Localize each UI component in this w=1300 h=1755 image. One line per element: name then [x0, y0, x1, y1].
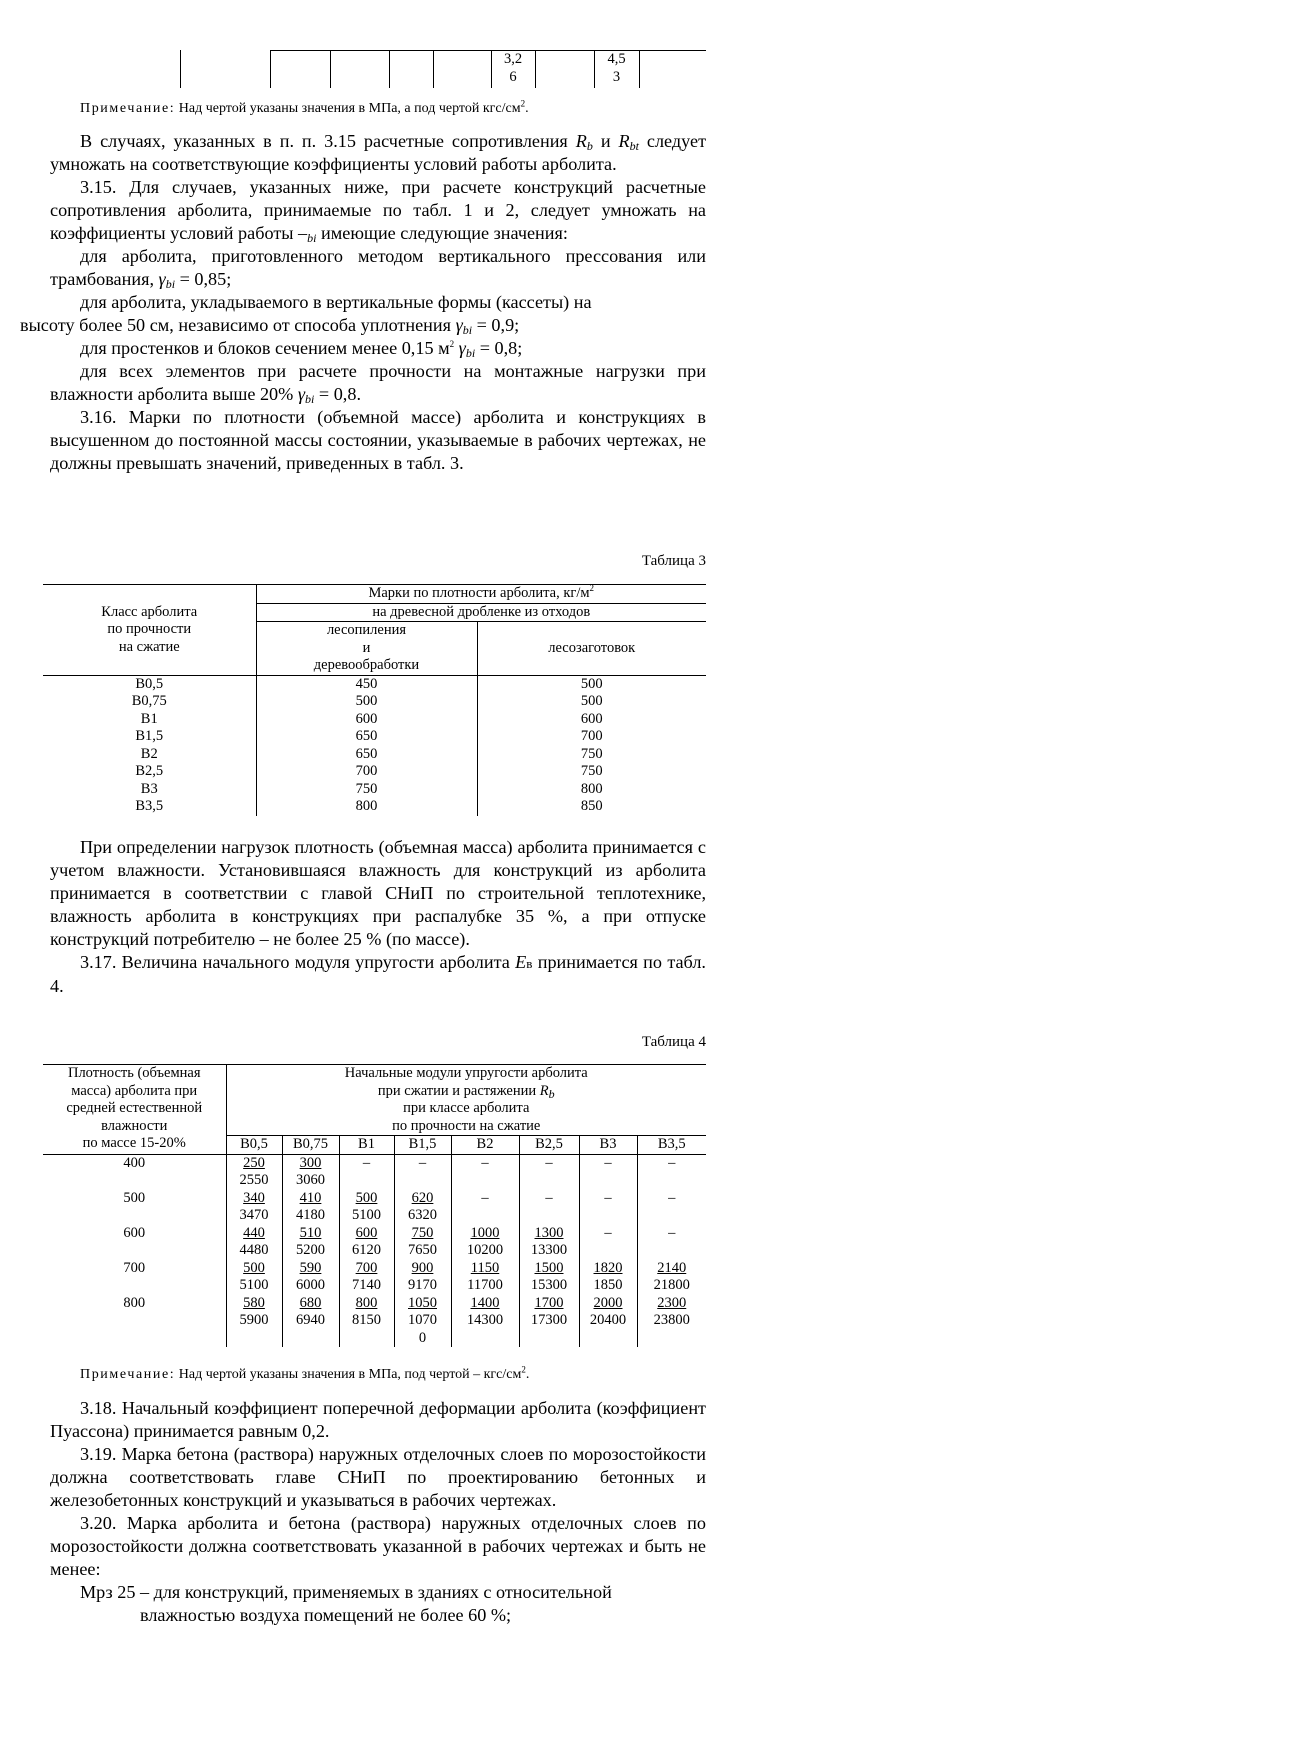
table4-class-header: В3,5	[637, 1136, 706, 1155]
table4-value-kgf: 11700	[467, 1277, 503, 1293]
paragraph: для арболита, приготовленного методом вертикального прессования или трамбования, $\gamma_{bi} = 0,85$;	[50, 246, 706, 291]
table4-value-kgf: 5200	[296, 1242, 325, 1258]
table4-row	[43, 1190, 706, 1225]
table4-density-cell: 800	[43, 1295, 226, 1348]
table4-value-mpa: –	[545, 1189, 553, 1206]
table4-density-cell: 600	[43, 1225, 226, 1260]
table4-row	[43, 1154, 706, 1190]
table4-value-cell	[451, 1295, 519, 1348]
table4-value-mpa: 750	[411, 1224, 434, 1241]
table4-value-cell	[394, 1260, 451, 1295]
table4-value-mpa: 500	[355, 1189, 378, 1206]
table4-value-mpa: –	[481, 1189, 489, 1206]
table4-value-kgf: 14300	[466, 1312, 504, 1328]
table4-value-kgf: 7140	[352, 1277, 381, 1293]
table4-value-cell	[519, 1260, 579, 1295]
table4-value-kgf	[580, 1207, 637, 1225]
table4-value-mpa: –	[418, 1154, 427, 1171]
note-top: Примечание: Над чертой указаны значения в МПа, а под чертой кгс/$см^2$.	[80, 98, 529, 116]
table4-value-kgf	[638, 1207, 707, 1225]
table4-value-mpa: 2140	[657, 1259, 687, 1276]
table4-value-kgf: 5100	[239, 1277, 269, 1293]
table4-value-cell	[339, 1295, 394, 1348]
top-table-cell: 3,2	[503, 51, 523, 67]
table4-density-cell: 500	[43, 1190, 226, 1225]
table4-value-wrap: 0	[418, 1329, 427, 1346]
table3-classes: В0,5 В0,75 В1 В1,5 В2 В2,5 В3 В3,5	[43, 675, 256, 816]
table4-value-cell	[282, 1295, 339, 1348]
table4-value-mpa: 1000	[470, 1224, 500, 1241]
table4-value-cell	[451, 1225, 519, 1260]
note-bottom: Примечание: Над чертой указаны значения в МПа, под чертой – кгс/$см^2$.	[80, 1364, 530, 1382]
table4-value-mpa: 590	[299, 1259, 322, 1276]
table4-value-mpa: 2300	[657, 1294, 687, 1311]
table4-value-mpa: 440	[243, 1224, 265, 1241]
table3-group-header: Марки по плотности арболита, $кг/м^2$	[256, 585, 706, 604]
paragraph: для всех элементов при расчете прочности на монтажные нагрузки при влажности арболита выше 20% $\gamma_{bi} = 0,8$.	[50, 361, 706, 406]
table4-value-kgf	[638, 1172, 707, 1190]
table4-value-cell	[579, 1295, 637, 1348]
table4-value-kgf: 5900	[239, 1312, 269, 1328]
table4-value-kgf: 23800	[653, 1312, 690, 1328]
table4-value-kgf	[580, 1172, 637, 1190]
table4-value-wrap	[520, 1330, 579, 1348]
table4-header-row	[43, 1065, 706, 1136]
table4-value-mpa: 1500	[534, 1259, 564, 1276]
table4-class-header: В2,5	[519, 1136, 579, 1155]
paragraph: При определении нагрузок плотность (объемная масса) арболита принимается с учетом влажности. Установившаяся влажность для конструкций из арболита принимается в соответствии с главой СНиП по строительной теплотехнике, влажность арболита в конструкциях при распалубке 35 %, а при отпуске конструкций потребителю – не более 25 % (по массе).	[50, 837, 706, 949]
table4-value-cell	[339, 1260, 394, 1295]
top-table-fragment	[50, 50, 706, 88]
table4-value-cell	[226, 1154, 282, 1190]
table4-value-kgf: 1850	[593, 1277, 623, 1293]
table4-value-kgf	[395, 1172, 451, 1190]
table4-density-cell: 400	[43, 1154, 226, 1190]
table4-value-mpa: 1050	[408, 1294, 437, 1311]
table4-value-mpa: 1150	[470, 1259, 500, 1276]
table4-value-mpa: 680	[299, 1294, 322, 1311]
table4-value-kgf: 4180	[296, 1207, 325, 1223]
table4-density-cell: 700	[43, 1260, 226, 1295]
table4-class-header: В1,5	[394, 1136, 451, 1155]
table4-value-mpa: 1700	[534, 1294, 564, 1311]
table4-value-kgf: 6120	[352, 1242, 381, 1258]
table4-value-kgf	[520, 1172, 579, 1190]
table3-col1-header: Класс арболита по прочности на сжатие	[43, 585, 256, 676]
table3-subgroup-header: на древесной дробленке из отходов	[256, 603, 706, 622]
table3-body	[43, 675, 706, 816]
table4-value-cell	[226, 1260, 282, 1295]
table4-value-mpa: 510	[299, 1224, 322, 1241]
table4-value-cell	[226, 1225, 282, 1260]
table4-value-kgf: 2550	[239, 1172, 269, 1188]
table4-value-cell	[226, 1295, 282, 1348]
table4-value-mpa: 700	[355, 1259, 378, 1276]
table4-value-cell	[226, 1190, 282, 1225]
table4-value-cell	[339, 1154, 394, 1190]
table4-value-mpa: 1820	[593, 1259, 623, 1276]
paragraph: для простенков и блоков сечением менее 0,15 $м^2$ $\gamma_{bi} = 0,8$;	[80, 338, 523, 360]
paragraph-3-15: 3.15. Для случаев, указанных ниже, при расчете конструкций расчетные сопротивления арболита, принимаемые по табл. 1 и 2, следует умножать на коэффициенты условий работы $-_{bi}$ имеющие следующие значения:	[50, 177, 706, 245]
table4-value-mpa: 250	[243, 1154, 265, 1171]
table4-value-cell	[282, 1190, 339, 1225]
table4-value-cell	[637, 1154, 706, 1190]
table4-value-kgf: 4480	[239, 1242, 269, 1258]
table4-class-header: В0,75	[282, 1136, 339, 1155]
table4-row	[43, 1295, 706, 1348]
table4-value-cell	[451, 1190, 519, 1225]
table4-value-cell	[519, 1190, 579, 1225]
table4-value-kgf: 8150	[352, 1312, 381, 1328]
table4-value-cell	[637, 1260, 706, 1295]
table4-value-cell	[282, 1154, 339, 1190]
table4-value-mpa: 2000	[593, 1294, 623, 1311]
table4-row	[43, 1225, 706, 1260]
table4-value-cell	[519, 1295, 579, 1348]
table4-value-cell	[519, 1225, 579, 1260]
text-block-2	[50, 836, 706, 998]
table3-col3-header: лесозаготовок	[477, 622, 706, 676]
text-block-3	[50, 1397, 706, 1627]
table4-value-cell	[637, 1225, 706, 1260]
table4-value-kgf: 9170	[408, 1277, 437, 1293]
table4-value-cell	[637, 1190, 706, 1225]
table4-value-mpa: 340	[243, 1189, 265, 1206]
table4-value-mpa: 1400	[470, 1294, 500, 1311]
table4-value-kgf: 15300	[530, 1277, 568, 1293]
table4-value-mpa: 800	[355, 1294, 378, 1311]
table4-value-kgf: 20400	[589, 1312, 627, 1328]
table4-value-cell	[394, 1154, 451, 1190]
table4-value-kgf	[520, 1207, 579, 1225]
table4-value-wrap	[638, 1330, 707, 1348]
table4-value-mpa: 580	[243, 1294, 265, 1311]
table4-value-kgf: 3470	[239, 1207, 269, 1223]
table4-class-header: В3	[579, 1136, 637, 1155]
table4-value-cell	[282, 1225, 339, 1260]
table3-col2-header: лесопиления и деревообработки	[256, 622, 477, 676]
table4-value-wrap	[340, 1330, 394, 1348]
table4-value-kgf: 5100	[352, 1207, 381, 1223]
paragraph-3-17: 3.17. Величина начального модуля упругости арболита Eв принимается по табл. 4.	[50, 952, 706, 996]
table4-class-header: В1	[339, 1136, 394, 1155]
table4-value-mpa: –	[545, 1154, 553, 1171]
table4-value-mpa: –	[668, 1224, 676, 1241]
table4-value-mpa: –	[604, 1224, 612, 1241]
table4-value-mpa: 600	[355, 1224, 378, 1241]
table3-logging-values: 500 500 600 700 750 750 800 850	[580, 675, 603, 814]
table4-value-kgf: 13300	[530, 1242, 568, 1258]
text-block-1	[20, 130, 707, 475]
paragraph-3-19: 3.19. Марка бетона (раствора) наружных отделочных слоев по морозостойкости должна соответствовать главе СНиП по проектированию бетонных и железобетонных конструкций и указываться в рабочих чертежах.	[50, 1444, 706, 1510]
table4-value-kgf: 10200	[466, 1242, 504, 1258]
paragraph: В случаях, указанных в п. п. 3.15 расчетные сопротивления $R_b$ и $R_{bt}$ следует умножать на соответствующие коэффициенты условий работы арболита.	[50, 131, 707, 174]
paragraph-frost: Мрз 25 – для конструкций, применяемых в зданиях с относительной влажностью воздуха помещений не более 60 %;	[80, 1582, 612, 1625]
table4-value-wrap	[283, 1330, 339, 1348]
table4-body	[43, 1154, 706, 1347]
table4-value-cell	[451, 1260, 519, 1295]
table4-value-mpa: –	[481, 1154, 489, 1171]
table4-value-kgf: 17300	[530, 1312, 568, 1328]
table4-class-header: В0,5	[226, 1136, 282, 1155]
table4-value-cell	[579, 1225, 637, 1260]
table4-value-kgf: 6000	[296, 1277, 325, 1293]
table4-value-kgf: 3060	[296, 1172, 325, 1188]
table4-value-cell	[394, 1190, 451, 1225]
table4-value-mpa: –	[604, 1189, 612, 1206]
table4-value-kgf: 6940	[296, 1312, 325, 1328]
table4-value-wrap	[452, 1330, 519, 1348]
table-4	[43, 1064, 706, 1347]
table4-value-kgf: 21800	[653, 1277, 690, 1293]
table4-value-kgf	[580, 1242, 637, 1260]
table4-value-mpa: 900	[411, 1259, 434, 1276]
table4-value-mpa: –	[668, 1154, 676, 1171]
table4-value-wrap	[227, 1330, 282, 1348]
table4-row	[43, 1260, 706, 1295]
top-table-cell: 4,5	[607, 51, 626, 67]
table4-value-wrap	[580, 1330, 637, 1348]
table4-value-cell	[579, 1190, 637, 1225]
table4-value-cell	[579, 1260, 637, 1295]
paragraph-3-20: 3.20. Марка арболита и бетона (раствора) наружных отделочных слоев по морозостойкости должна соответствовать указанной в рабочих чертежах и быть не менее:	[50, 1513, 706, 1579]
table4-value-cell	[394, 1295, 451, 1348]
table4-value-cell	[394, 1225, 451, 1260]
table4-value-mpa: 1300	[534, 1224, 564, 1241]
table3-sawmill-values: 450 500 600 650 650 700 750 800	[256, 675, 477, 816]
table4-col1-header: Плотность (объемная масса) арболита при средней естественной влажности по массе 15-20%	[43, 1065, 226, 1155]
table4-value-mpa: –	[604, 1154, 612, 1171]
table4-value-cell	[339, 1190, 394, 1225]
table4-value-kgf: 1070	[408, 1312, 437, 1328]
table4-group-header: Начальные модули упругости арболита при сжатии и растяжении $R_b$ при классе арболита по прочности на сжатие	[226, 1065, 706, 1136]
table4-caption: Таблица 4	[641, 1034, 706, 1050]
table4-value-kgf	[638, 1242, 707, 1260]
table3-header-row	[43, 585, 706, 604]
paragraph-3-16: 3.16. Марки по плотности (объемной массе) арболита и конструкциях в высушенном до постоянной массы состоянии, указываемые в рабочих чертежах, не должны превышать значений, приведенных в табл. 3.	[50, 407, 706, 473]
table4-value-mpa: –	[362, 1154, 371, 1171]
table4-value-mpa: 300	[299, 1154, 322, 1171]
top-table-cell: 3	[612, 69, 621, 85]
table4-value-cell	[519, 1154, 579, 1190]
table4-value-kgf	[452, 1172, 519, 1190]
table4-value-cell	[637, 1295, 706, 1348]
table4-value-kgf: 7650	[408, 1242, 437, 1258]
table4-value-mpa: –	[668, 1189, 676, 1206]
table4-value-cell	[282, 1260, 339, 1295]
paragraph: для арболита, укладываемого в вертикальные формы (кассеты) на высоту более 50 см, независимо от способа уплотнения $\gamma_{bi} = 0,9$;	[20, 292, 592, 337]
table4-value-mpa: 620	[411, 1189, 434, 1206]
table4-value-cell	[339, 1225, 394, 1260]
table4-value-kgf	[340, 1172, 394, 1190]
table4-value-mpa: 500	[243, 1259, 265, 1276]
table4-value-kgf: 6320	[408, 1207, 437, 1223]
top-table-cell: 6	[509, 69, 517, 85]
table4-value-kgf	[452, 1207, 519, 1225]
table3-caption: Таблица 3	[641, 553, 706, 569]
table4-value-cell	[579, 1154, 637, 1190]
table4-value-mpa: 410	[299, 1189, 322, 1206]
table-3	[43, 584, 706, 816]
paragraph-3-18: 3.18. Начальный коэффициент поперечной деформации арболита (коэффициент Пуассона) принимается равным 0,2.	[50, 1398, 706, 1441]
table4-value-cell	[451, 1154, 519, 1190]
table4-class-header: В2	[451, 1136, 519, 1155]
